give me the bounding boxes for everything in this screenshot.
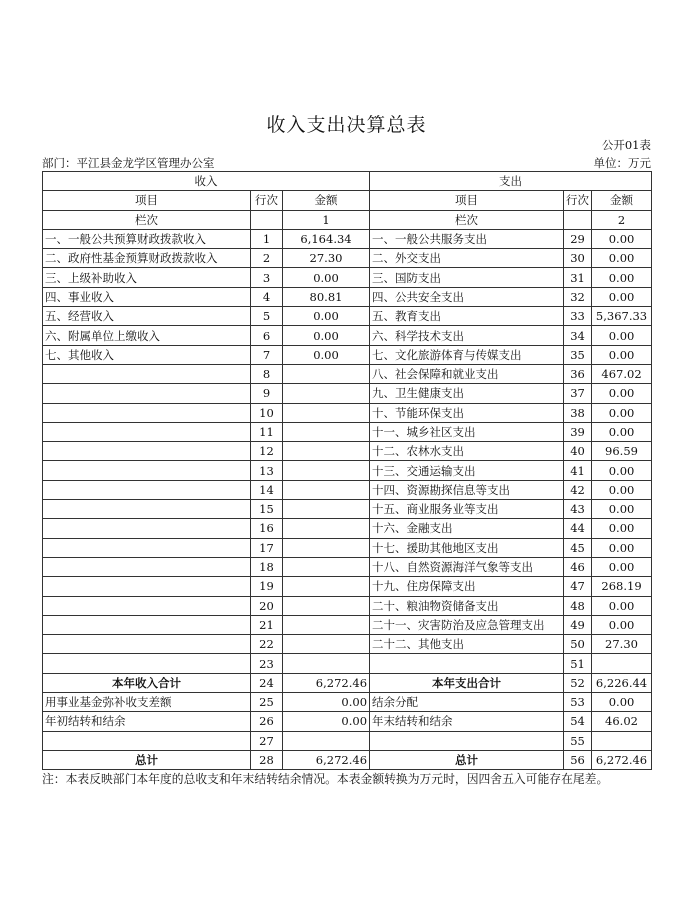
expense-row-no: 41 [564, 461, 592, 480]
expense-amount: 0.00 [592, 596, 652, 615]
expense-row-no: 49 [564, 615, 592, 634]
income-row-no: 5 [251, 307, 283, 326]
expense-row-no: 38 [564, 403, 592, 422]
income-row-no: 2 [251, 249, 283, 268]
table-row [43, 461, 652, 480]
income-column-number: 1 [283, 210, 370, 229]
expense-amount: 0.00 [592, 500, 652, 519]
table-row [43, 731, 652, 750]
expense-amount: 0.00 [592, 693, 652, 712]
income-section-header: 收入 [43, 172, 370, 191]
expense-item: 本年支出合计 [370, 673, 564, 692]
expense-item: 四、公共安全支出 [370, 287, 564, 306]
expense-row-no: 45 [564, 538, 592, 557]
expense-column-label: 栏次 [370, 210, 564, 229]
expense-item: 十四、资源勘探信息等支出 [370, 480, 564, 499]
income-row-no: 1 [251, 229, 283, 248]
page-title: 收入支出决算总表 [266, 114, 427, 136]
expense-row-no: 31 [564, 268, 592, 287]
income-row-no-header: 行次 [251, 191, 283, 210]
income-amount [283, 461, 370, 480]
table-row [43, 345, 652, 364]
table-row [43, 615, 652, 634]
expense-item: 十五、商业服务业等支出 [370, 500, 564, 519]
expense-row-no: 56 [564, 750, 592, 769]
table-row [43, 654, 652, 673]
expense-amount: 0.00 [592, 268, 652, 287]
income-amount [283, 500, 370, 519]
expense-row-no: 50 [564, 635, 592, 654]
income-amount [283, 519, 370, 538]
grand-total-row [43, 750, 652, 769]
expense-amount: 0.00 [592, 403, 652, 422]
income-item [43, 442, 251, 461]
table-row [43, 635, 652, 654]
income-item [43, 577, 251, 596]
expense-item: 二十一、灾害防治及应急管理支出 [370, 615, 564, 634]
expense-item: 九、卫生健康支出 [370, 384, 564, 403]
expense-item: 一、一般公共服务支出 [370, 229, 564, 248]
table-row [43, 500, 652, 519]
table-row [43, 229, 652, 248]
expense-item: 三、国防支出 [370, 268, 564, 287]
income-row-no: 10 [251, 403, 283, 422]
table-row [43, 364, 652, 383]
income-amount [283, 615, 370, 634]
income-amount [283, 596, 370, 615]
expense-row-no: 30 [564, 249, 592, 268]
income-item-header: 项目 [43, 191, 251, 210]
income-row-no: 6 [251, 326, 283, 345]
expense-item: 二十、粮油物资储备支出 [370, 596, 564, 615]
expense-row-no: 51 [564, 654, 592, 673]
table-row [43, 519, 652, 538]
table-row [43, 403, 652, 422]
income-amount [283, 654, 370, 673]
table-row [43, 307, 652, 326]
income-row-no: 4 [251, 287, 283, 306]
expense-row-no: 44 [564, 519, 592, 538]
income-row-no: 23 [251, 654, 283, 673]
expense-item: 十六、金融支出 [370, 519, 564, 538]
income-amount [283, 635, 370, 654]
expense-row-no: 43 [564, 500, 592, 519]
expense-row-no: 36 [564, 364, 592, 383]
income-item [43, 422, 251, 441]
income-item [43, 519, 251, 538]
expense-row-no: 47 [564, 577, 592, 596]
expense-section-header: 支出 [370, 172, 652, 191]
expense-row-no: 32 [564, 287, 592, 306]
income-item: 二、政府性基金预算财政拨款收入 [43, 249, 251, 268]
income-item: 年初结转和结余 [43, 712, 251, 731]
income-row-no: 7 [251, 345, 283, 364]
expense-row-no: 39 [564, 422, 592, 441]
table-row [43, 268, 652, 287]
income-row-no: 21 [251, 615, 283, 634]
expense-row-no-header: 行次 [564, 191, 592, 210]
table-row [43, 326, 652, 345]
income-row-no: 27 [251, 731, 283, 750]
income-item: 总计 [43, 750, 251, 769]
income-row-no: 14 [251, 480, 283, 499]
table-row [43, 442, 652, 461]
income-item [43, 403, 251, 422]
income-item [43, 557, 251, 576]
income-row-no: 26 [251, 712, 283, 731]
expense-item: 八、社会保障和就业支出 [370, 364, 564, 383]
table-row [43, 480, 652, 499]
income-row-no: 12 [251, 442, 283, 461]
expense-row-no: 46 [564, 557, 592, 576]
income-item [43, 596, 251, 615]
income-row-no: 8 [251, 364, 283, 383]
income-row-no: 16 [251, 519, 283, 538]
income-amount [283, 403, 370, 422]
income-amount: 0.00 [283, 712, 370, 731]
expense-amount: 0.00 [592, 384, 652, 403]
income-row-no: 19 [251, 577, 283, 596]
expense-item: 十二、农林水支出 [370, 442, 564, 461]
expense-row-no: 29 [564, 229, 592, 248]
expense-item: 十九、住房保障支出 [370, 577, 564, 596]
income-item: 本年收入合计 [43, 673, 251, 692]
expense-amount-header: 金额 [592, 191, 652, 210]
expense-item: 二、外交支出 [370, 249, 564, 268]
income-item: 七、其他收入 [43, 345, 251, 364]
income-item: 用事业基金弥补收支差额 [43, 693, 251, 712]
income-expense-table [42, 171, 652, 770]
expense-amount: 0.00 [592, 615, 652, 634]
expense-amount: 268.19 [592, 577, 652, 596]
income-amount [283, 364, 370, 383]
expense-row-no: 54 [564, 712, 592, 731]
table-row [43, 422, 652, 441]
expense-item: 十八、自然资源海洋气象等支出 [370, 557, 564, 576]
table-row [43, 249, 652, 268]
expense-item [370, 654, 564, 673]
expense-row-no: 52 [564, 673, 592, 692]
expense-amount: 6,226.44 [592, 673, 652, 692]
income-row-no: 28 [251, 750, 283, 769]
expense-item: 二十二、其他支出 [370, 635, 564, 654]
expense-amount: 0.00 [592, 519, 652, 538]
expense-amount: 0.00 [592, 345, 652, 364]
income-amount [283, 577, 370, 596]
expense-amount: 5,367.33 [592, 307, 652, 326]
income-amount-header: 金额 [283, 191, 370, 210]
income-item: 三、上级补助收入 [43, 268, 251, 287]
table-row [43, 287, 652, 306]
expense-row-no: 37 [564, 384, 592, 403]
income-amount: 0.00 [283, 268, 370, 287]
income-amount [283, 557, 370, 576]
income-row-no: 25 [251, 693, 283, 712]
table-row [43, 384, 652, 403]
expense-amount: 0.00 [592, 557, 652, 576]
income-item [43, 654, 251, 673]
expense-amount: 0.00 [592, 538, 652, 557]
year-total-row [43, 673, 652, 692]
expense-amount: 27.30 [592, 635, 652, 654]
income-amount [283, 442, 370, 461]
footnote: 注：本表反映部门本年度的总收支和年末结转结余情况。本表金额转换为万元时，因四舍五入可能存在尾差。 [42, 772, 609, 786]
expense-item: 总计 [370, 750, 564, 769]
expense-row-no: 40 [564, 442, 592, 461]
income-row-no: 20 [251, 596, 283, 615]
income-item: 五、经营收入 [43, 307, 251, 326]
expense-item: 十三、交通运输支出 [370, 461, 564, 480]
expense-amount [592, 731, 652, 750]
expense-item: 六、科学技术支出 [370, 326, 564, 345]
income-item [43, 635, 251, 654]
income-item [43, 538, 251, 557]
unit-label: 单位：万元 [593, 156, 651, 170]
expense-amount: 467.02 [592, 364, 652, 383]
expense-amount: 6,272.46 [592, 750, 652, 769]
empty-cell [564, 210, 592, 229]
income-item [43, 731, 251, 750]
income-column-label: 栏次 [43, 210, 251, 229]
income-row-no: 17 [251, 538, 283, 557]
income-item: 一、一般公共预算财政拨款收入 [43, 229, 251, 248]
empty-cell [251, 210, 283, 229]
income-item [43, 500, 251, 519]
income-amount [283, 538, 370, 557]
income-item: 四、事业收入 [43, 287, 251, 306]
expense-item: 五、教育支出 [370, 307, 564, 326]
income-row-no: 9 [251, 384, 283, 403]
expense-amount: 0.00 [592, 480, 652, 499]
income-amount: 0.00 [283, 345, 370, 364]
expense-item [370, 731, 564, 750]
expense-row-no: 53 [564, 693, 592, 712]
expense-amount: 0.00 [592, 461, 652, 480]
income-amount: 80.81 [283, 287, 370, 306]
expense-item: 十七、援助其他地区支出 [370, 538, 564, 557]
expense-item: 结余分配 [370, 693, 564, 712]
expense-amount [592, 654, 652, 673]
income-row-no: 22 [251, 635, 283, 654]
expense-amount: 0.00 [592, 249, 652, 268]
income-row-no: 24 [251, 673, 283, 692]
expense-row-no: 33 [564, 307, 592, 326]
expense-item: 十一、城乡社区支出 [370, 422, 564, 441]
expense-amount: 96.59 [592, 442, 652, 461]
table-row [43, 557, 652, 576]
table-row [43, 693, 652, 712]
column-header-row [43, 191, 652, 210]
table-row [43, 596, 652, 615]
expense-item: 年末结转和结余 [370, 712, 564, 731]
income-amount [283, 731, 370, 750]
expense-amount: 0.00 [592, 326, 652, 345]
income-row-no: 13 [251, 461, 283, 480]
expense-amount: 0.00 [592, 287, 652, 306]
income-amount [283, 480, 370, 499]
income-amount: 6,272.46 [283, 750, 370, 769]
income-amount: 6,164.34 [283, 229, 370, 248]
income-item [43, 384, 251, 403]
income-item [43, 615, 251, 634]
expense-row-no: 35 [564, 345, 592, 364]
income-amount: 6,272.46 [283, 673, 370, 692]
expense-row-no: 48 [564, 596, 592, 615]
income-amount: 0.00 [283, 693, 370, 712]
income-item [43, 364, 251, 383]
section-header-row [43, 172, 652, 191]
table-row [43, 712, 652, 731]
form-code: 公开01表 [601, 138, 651, 152]
income-amount: 0.00 [283, 307, 370, 326]
income-item [43, 461, 251, 480]
expense-amount: 0.00 [592, 229, 652, 248]
income-amount [283, 422, 370, 441]
income-amount: 27.30 [283, 249, 370, 268]
expense-row-no: 55 [564, 731, 592, 750]
income-row-no: 11 [251, 422, 283, 441]
table-row [43, 577, 652, 596]
expense-column-number: 2 [592, 210, 652, 229]
income-amount [283, 384, 370, 403]
expense-amount: 0.00 [592, 422, 652, 441]
table-row [43, 538, 652, 557]
column-number-row [43, 210, 652, 229]
income-row-no: 18 [251, 557, 283, 576]
expense-row-no: 42 [564, 480, 592, 499]
expense-amount: 46.02 [592, 712, 652, 731]
income-item [43, 480, 251, 499]
income-item: 六、附属单位上缴收入 [43, 326, 251, 345]
expense-item: 十、节能环保支出 [370, 403, 564, 422]
expense-item-header: 项目 [370, 191, 564, 210]
income-row-no: 15 [251, 500, 283, 519]
income-row-no: 3 [251, 268, 283, 287]
income-amount: 0.00 [283, 326, 370, 345]
expense-row-no: 34 [564, 326, 592, 345]
department-label: 部门：平江县金龙学区管理办公室 [42, 156, 215, 170]
expense-item: 七、文化旅游体育与传媒支出 [370, 345, 564, 364]
